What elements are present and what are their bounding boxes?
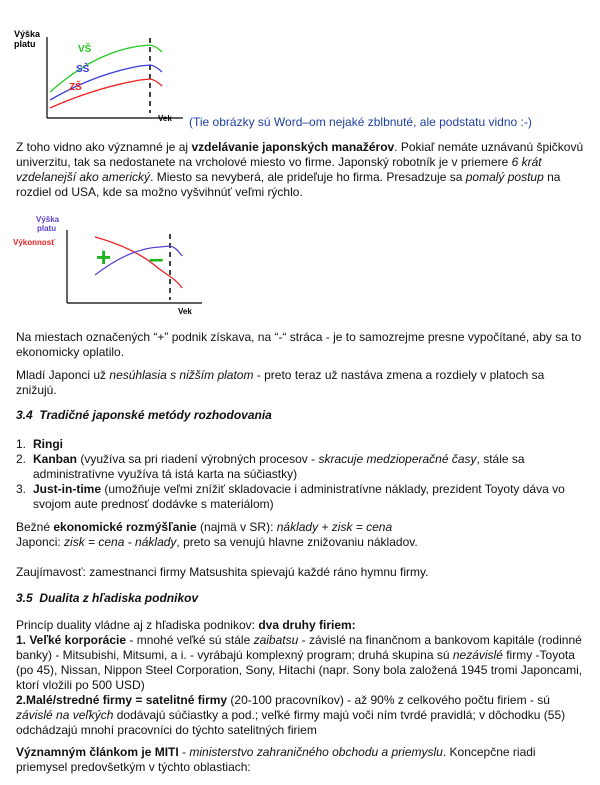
paragraph-dual-firms: Princíp duality vládne aj z hľadiska podnikov: dva druhy firiem: 1. Veľké korporácie - mnohé veľké sú stále zaibatsu - závislé na finančnom a bankovom kapitále (rodinné banky) - Mitsubishi, Mitsumi, a i. - vyrábajú komplexný program; druhá skupina sú nezávislé firmy -Toyota (po 45), Nissan, Nippon Steel Corporation, Sony, Hitachi (napr. Sony bola založená 1945 tromi Japoncami, ktorí vložili po 500 USD) 2.Malé/stredné firmy = satelitné firmy (20-100 pracovníkov) - až 90% z celkového počtu firiem - sú závislé na veľkých dodávajú súčiastky a pod.; veľké firmy majú voči ním tvrdé pravidlá; v dôchodku (55) odchádzajú mnohí pracovníci do týchto satelitných firiem: [16, 618, 583, 737]
paragraph-miti: Významným článkom je MITI - ministerstvo zahraničného obchodu a priemyslu. Koncepčne riadi priemysel predovšetkým v týchto oblastiach:: [16, 745, 536, 774]
paragraph-young-japanese: Mladí Japonci už nesúhlasia s nižším platom - preto teraz už nastáva zmena a rozdiely v platoch sa znižujú.: [16, 368, 545, 397]
figure2-pay-label-2: platu: [37, 224, 57, 233]
minus-sign: –: [149, 243, 164, 273]
decision-methods-list: [16, 437, 586, 512]
pay-vs-performance-figure: [0, 208, 240, 320]
paragraph-management-education: Z toho vidno ako významné je aj vzdelávanie japonských manažérov. Pokiaľ nemáte uznávanú špičkovú univerzitu, tak sa nedostanete na vrcholové miesto vo firme. Japonský robotník je v priemere 6 krát vzdelanejší ako americký. Miesto sa nevyberá, ale prideľuje ho firma. Presadzuje sa pomalý postup na rozdiel od USA, kde sa možno vyšvihnúť veľmi rýchlo.: [16, 140, 584, 199]
series-zs-label: ZŠ: [69, 82, 82, 93]
figure1-y-label: Výška: [14, 29, 41, 39]
figure1-x-label: Vek: [158, 114, 172, 123]
series-vs-curve: [50, 45, 162, 92]
series-ss-curve: [50, 65, 162, 100]
series-vs-label: VŠ: [78, 44, 92, 55]
figure1-caption: (Tie obrázky sú Word–om nejaké zblbnuté, ale podstatu vidno :-): [189, 115, 532, 129]
section-heading-3-5: 3.5 Dualita z hľadiska podnikov: [16, 591, 199, 605]
figure2-performance-label: Výkonnosť: [13, 238, 56, 247]
figure2-x-label: Vek: [178, 307, 192, 316]
list-item: 2. Kanban (využíva sa pri riadení výrobných procesov - skracuje medzioperačné časy, stále sa administratívne využíva tá istá karta na súčiastky): [16, 452, 525, 481]
salary-by-education-figure: [0, 0, 600, 130]
paragraph-plus-minus: Na miestach označených “+” podnik získava, na “-“ stráca - je to samozrejme presne vypočítané, aby sa to ekonomicky oplatilo.: [16, 330, 582, 359]
section-heading-3-4: 3.4 Tradičné japonské metódy rozhodovania: [16, 408, 272, 422]
paragraph-economic-thinking: Bežné ekonomické rozmýšľanie (najmä v SR): náklady + zisk = cena Japonci: zisk = cena - náklady, preto sa venujú hlavne znižovaniu nákladov.: [16, 520, 418, 549]
list-item: 3. Just-in-time (umožňuje veľmi znížiť skladovacie i administratívne náklady, prezident Toyoty dáva vo svojom aute prednosť dodávke s materiálom): [16, 482, 565, 511]
paragraph-matsushita: Zaujímavosť: zamestnanci firmy Matsushita spievajú každé ráno hymnu firmy.: [16, 565, 429, 579]
figure1-y-label-2: platu: [14, 39, 36, 49]
list-item: 1. Ringi: [16, 437, 63, 451]
plus-sign: +: [96, 242, 112, 272]
series-ss-label: SŠ: [76, 64, 90, 75]
series-zs-curve: [50, 79, 162, 108]
figure2-pay-label: Výška: [36, 215, 60, 224]
